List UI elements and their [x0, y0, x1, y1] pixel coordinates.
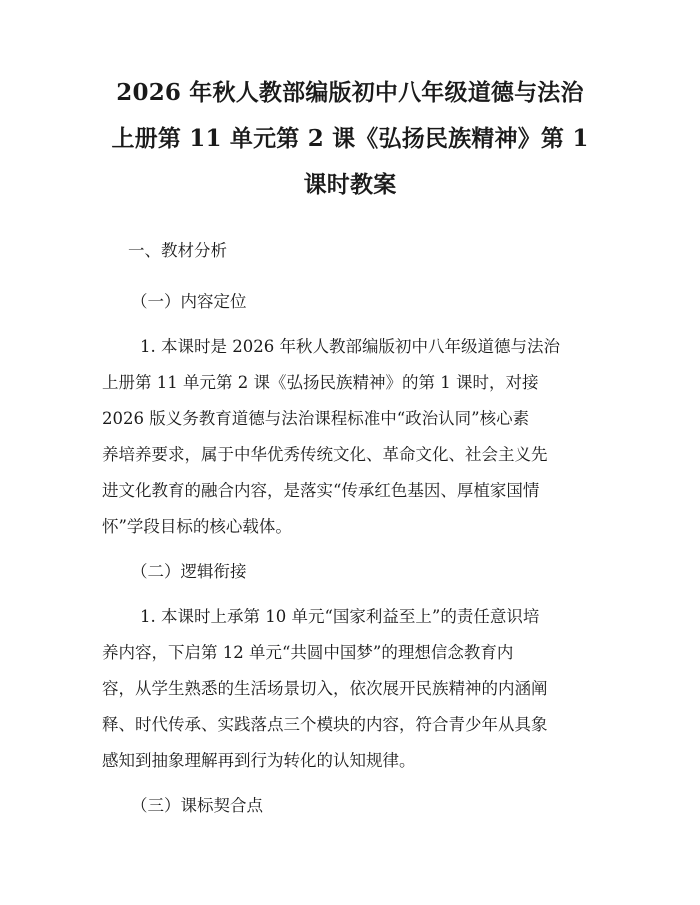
paragraph-line: 容，从学生熟悉的生活场景切入，依次展开民族精神的内涵阐	[102, 679, 548, 698]
paragraph-line: 怀”学段目标的核心载体。	[102, 517, 292, 536]
paragraph-line: 1. 本课时是 2026 年秋人教部编版初中八年级道德与法治	[140, 337, 560, 356]
paragraph-logical-connection	[102, 599, 602, 779]
paragraph-line: 养培养要求，属于中华优秀传统文化、革命文化、社会主义先	[102, 445, 548, 464]
document-title	[92, 70, 608, 208]
subheading-curriculum-alignment: （三）课标契合点	[131, 796, 263, 815]
title-line-1: 2026 年秋人教部编版初中八年级道德与法治	[116, 79, 584, 106]
paragraph-line: 上册第 11 单元第 2 课《弘扬民族精神》的第 1 课时，对接	[102, 373, 539, 392]
title-line-2: 上册第 11 单元第 2 课《弘扬民族精神》第 1	[111, 125, 589, 152]
paragraph-line: 养内容，下启第 12 单元“共圆中国梦”的理想信念教育内	[102, 643, 514, 662]
paragraph-line: 进文化教育的融合内容，是落实“传承红色基因、厚植家国情	[102, 481, 540, 500]
subheading-logical-connection: （二）逻辑衔接	[131, 562, 247, 581]
paragraph-line: 1. 本课时上承第 10 单元“国家利益至上”的责任意识培	[140, 607, 540, 626]
paragraph-line: 2026 版义务教育道德与法治课程标准中“政治认同”核心素	[102, 409, 530, 428]
paragraph-line: 释、时代传承、实践落点三个模块的内容，符合青少年从具象	[102, 715, 548, 734]
paragraph-line: 感知到抽象理解再到行为转化的认知规律。	[102, 751, 416, 770]
title-line-3: 课时教案	[303, 171, 397, 198]
paragraph-content-positioning	[102, 329, 602, 545]
subheading-content-positioning: （一）内容定位	[131, 292, 247, 311]
section-heading-textbook-analysis: 一、教材分析	[128, 241, 227, 260]
